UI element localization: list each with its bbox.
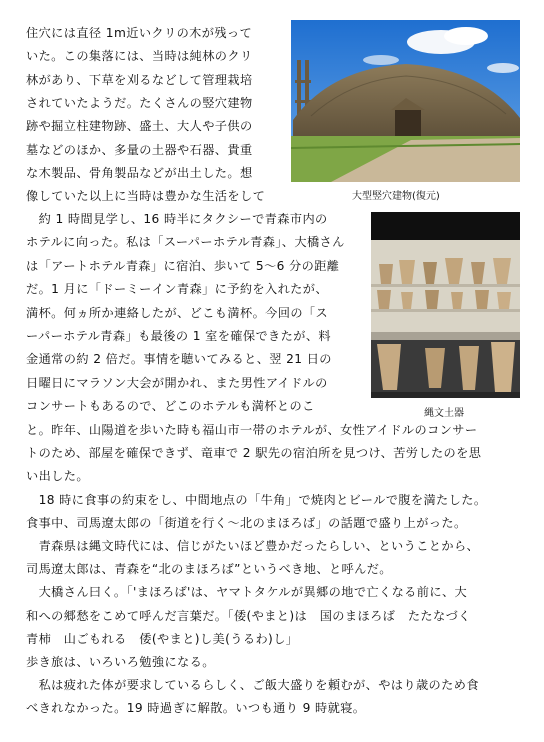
text-line-full-2: トのため、部屋を確保できず、竜車で 2 駅先の宿泊所を見つけ、苦労したのを思	[26, 446, 482, 461]
text-line-top-5: 跡や掘立柱建物跡、盛土、大人や子供の	[26, 119, 253, 134]
text-line-middle-8: 日曜日にマラソン大会が開かれ、また男性アイドルの	[26, 375, 328, 390]
text-line-top-6: 墓などのほか、多量の土器や石器、貴重	[26, 142, 253, 157]
text-line-full-3: い出した。	[26, 469, 89, 484]
text-line-full-6: 青森県は縄文時代には、信じがたいほど豊かだったらしい、ということから、	[26, 539, 480, 553]
text-line-top-7: な木製品、骨角製品などが出土した。想	[26, 165, 253, 180]
text-line-full-7: 司馬遼太郎は、青森を“北のまほろば”というべき地、と呼んだ。	[26, 562, 392, 577]
pottery-illustration	[371, 212, 520, 398]
text-line-full-9: 和への郷愁をこめて呼んだ言葉だ。「倭(やまと)は 国のまほろば たたなづく	[26, 608, 471, 623]
text-line-middle-1: 約 1 時間見学し、16 時半にタクシーで青森市内の	[26, 212, 328, 226]
pottery-caption: 縄文土器	[424, 408, 464, 419]
text-line-full-5: 食事中、司馬遼太郎の「街道を行く～北のまほろば」の話題で盛り上がった。	[26, 515, 467, 530]
text-line-full-11: 歩き旅は、いろいろ勉強になる。	[26, 655, 215, 669]
text-line-full-13: べきれなかった。19 時過ぎに解散。いつも通り 9 時就寝。	[26, 701, 366, 716]
text-line-full-8: 大橋さん曰く。｢'まほろば'は、ヤマトタケルが異郷の地で亡くなる前に、大	[26, 585, 468, 600]
text-line-middle-7: 金通常の約 2 倍だ。事情を聴いてみると、翌 21 日の	[26, 352, 332, 367]
text-line-top-3: 林があり、下草を刈るなどして管理栽培	[26, 72, 253, 87]
jomon-pottery-photo	[371, 212, 520, 398]
text-line-middle-3: は「アートホテル青森」に宿泊、歩いて 5～6 分の距離	[26, 258, 340, 273]
text-line-full-4: 18 時に食事の約束をし、中間地点の「牛角」で焼肉とビールで腹を満たした。	[26, 492, 487, 507]
text-line-full-10: 青柿 山ごもれる 倭(やまと)し美(うるわ)し」	[26, 631, 299, 646]
text-line-full-12: 私は疲れた体が要求しているらしく、ご飯大盛りを頼むが、やはり歳のため食	[26, 678, 479, 693]
text-line-middle-6: ーパーホテル青森」も最後の 1 室を確保できたが、料	[26, 329, 331, 343]
text-line-middle-2: ホテルに向った。私は「スーパーホテル青森」、大橋さん	[26, 235, 345, 250]
text-line-full-1: と。昨年、山陽道を歩いた時も福山市一帯のホテルが、女性アイドルのコンサー	[26, 423, 478, 437]
text-line-middle-4: だ。1 月に「ドーミーイン青森」に予約を入れたが、	[26, 282, 328, 297]
text-line-top-4: されていたようだ。たくさんの竪穴建物	[26, 95, 253, 110]
text-line-top-1: 住穴には直径 1m近いクリの木が残って	[26, 26, 253, 40]
text-line-middle-5: 満杯。何ヵ所か連絡したが、どこも満杯。今回の「ス	[26, 305, 329, 320]
pit-dwelling-illustration	[291, 20, 520, 182]
pit-dwelling-caption: 大型竪穴建物(復元)	[352, 191, 440, 202]
pit-dwelling-photo	[291, 20, 520, 182]
text-line-top-8: 像していた以上に当時は豊かな生活をして	[26, 189, 266, 204]
text-line-middle-9: コンサートもあるので、どこのホテルも満杯とのこ	[26, 399, 315, 414]
text-line-top-2: いた。この集落には、当時は純林のクリ	[26, 49, 253, 64]
